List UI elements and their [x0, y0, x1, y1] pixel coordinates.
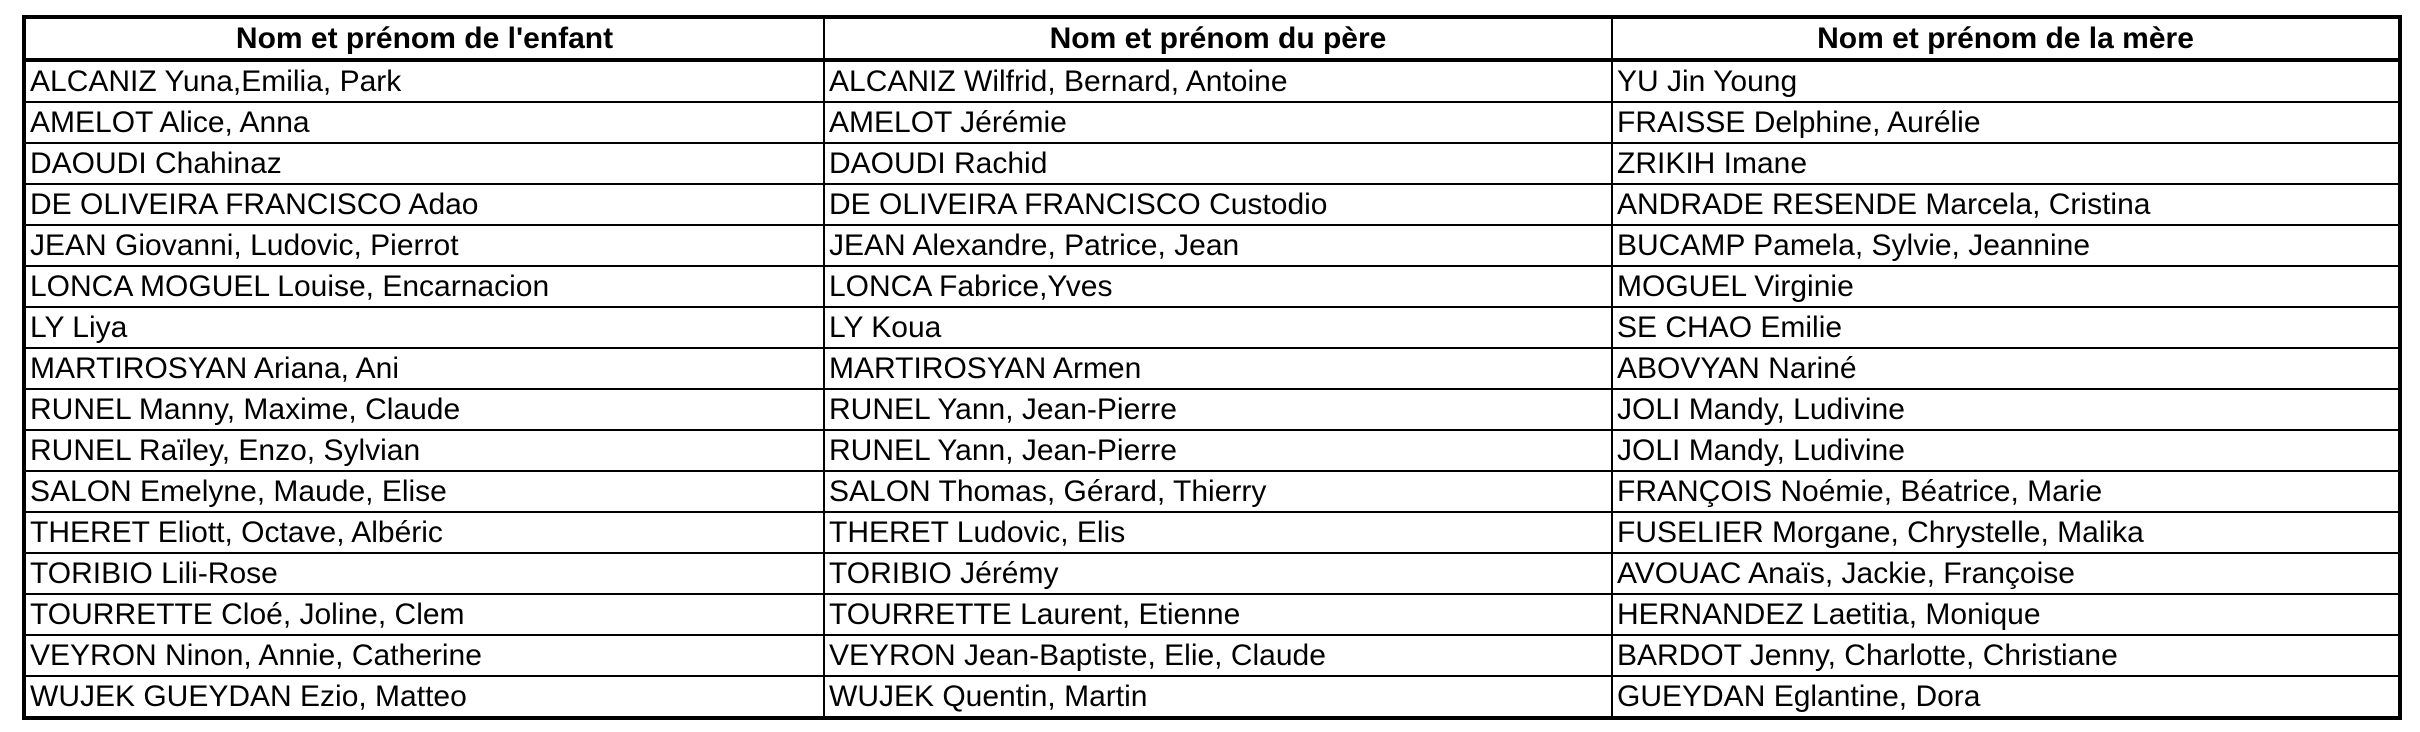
table-row: [24, 184, 2400, 225]
cell-child-name: TOURRETTE Cloé, Joline, Clem: [24, 594, 824, 635]
cell-mother-name: JOLI Mandy, Ludivine: [1612, 389, 2400, 430]
cell-mother-name: YU Jin Young: [1612, 60, 2400, 102]
cell-mother-name: BARDOT Jenny, Charlotte, Christiane: [1612, 635, 2400, 676]
table-row: [24, 266, 2400, 307]
table-row: [24, 102, 2400, 143]
cell-child-name: LONCA MOGUEL Louise, Encarnacion: [24, 266, 824, 307]
table-row: [24, 389, 2400, 430]
cell-father-name: RUNEL Yann, Jean-Pierre: [824, 389, 1612, 430]
table-row: [24, 143, 2400, 184]
cell-mother-name: ABOVYAN Nariné: [1612, 348, 2400, 389]
cell-child-name: JEAN Giovanni, Ludovic, Pierrot: [24, 225, 824, 266]
cell-father-name: SALON Thomas, Gérard, Thierry: [824, 471, 1612, 512]
cell-father-name: RUNEL Yann, Jean-Pierre: [824, 430, 1612, 471]
cell-child-name: THERET Eliott, Octave, Albéric: [24, 512, 824, 553]
table-row: [24, 594, 2400, 635]
cell-child-name: VEYRON Ninon, Annie, Catherine: [24, 635, 824, 676]
cell-father-name: LY Koua: [824, 307, 1612, 348]
cell-child-name: TORIBIO Lili-Rose: [24, 553, 824, 594]
cell-father-name: JEAN Alexandre, Patrice, Jean: [824, 225, 1612, 266]
table-row: [24, 60, 2400, 102]
cell-mother-name: ZRIKIH Imane: [1612, 143, 2400, 184]
cell-child-name: SALON Emelyne, Maude, Elise: [24, 471, 824, 512]
table-row: [24, 307, 2400, 348]
cell-child-name: RUNEL Raïley, Enzo, Sylvian: [24, 430, 824, 471]
cell-mother-name: FRANÇOIS Noémie, Béatrice, Marie: [1612, 471, 2400, 512]
birth-register-table: [22, 15, 2402, 720]
cell-father-name: MARTIROSYAN Armen: [824, 348, 1612, 389]
cell-mother-name: JOLI Mandy, Ludivine: [1612, 430, 2400, 471]
cell-mother-name: MOGUEL Virginie: [1612, 266, 2400, 307]
cell-child-name: LY Liya: [24, 307, 824, 348]
table-row: [24, 512, 2400, 553]
table-row: [24, 225, 2400, 266]
header-mother-name: Nom et prénom de la mère: [1612, 17, 2400, 60]
cell-child-name: RUNEL Manny, Maxime, Claude: [24, 389, 824, 430]
table-row: [24, 348, 2400, 389]
header-father-name: Nom et prénom du père: [824, 17, 1612, 60]
cell-child-name: MARTIROSYAN Ariana, Ani: [24, 348, 824, 389]
cell-mother-name: FUSELIER Morgane, Chrystelle, Malika: [1612, 512, 2400, 553]
cell-mother-name: BUCAMP Pamela, Sylvie, Jeannine: [1612, 225, 2400, 266]
cell-father-name: LONCA Fabrice,Yves: [824, 266, 1612, 307]
table-row: [24, 430, 2400, 471]
cell-father-name: DAOUDI Rachid: [824, 143, 1612, 184]
cell-father-name: DE OLIVEIRA FRANCISCO Custodio: [824, 184, 1612, 225]
cell-father-name: TORIBIO Jérémy: [824, 553, 1612, 594]
table-header: [24, 17, 2400, 60]
cell-mother-name: AVOUAC Anaïs, Jackie, Françoise: [1612, 553, 2400, 594]
cell-mother-name: GUEYDAN Eglantine, Dora: [1612, 676, 2400, 718]
cell-child-name: DAOUDI Chahinaz: [24, 143, 824, 184]
cell-father-name: TOURRETTE Laurent, Etienne: [824, 594, 1612, 635]
table-row: [24, 553, 2400, 594]
cell-child-name: WUJEK GUEYDAN Ezio, Matteo: [24, 676, 824, 718]
cell-mother-name: FRAISSE Delphine, Aurélie: [1612, 102, 2400, 143]
cell-father-name: WUJEK Quentin, Martin: [824, 676, 1612, 718]
header-row: [24, 17, 2400, 60]
table-row: [24, 635, 2400, 676]
table-row: [24, 676, 2400, 718]
cell-mother-name: ANDRADE RESENDE Marcela, Cristina: [1612, 184, 2400, 225]
cell-child-name: AMELOT Alice, Anna: [24, 102, 824, 143]
cell-father-name: VEYRON Jean-Baptiste, Elie, Claude: [824, 635, 1612, 676]
header-child-name: Nom et prénom de l'enfant: [24, 17, 824, 60]
cell-child-name: DE OLIVEIRA FRANCISCO Adao: [24, 184, 824, 225]
table-body: [24, 60, 2400, 718]
cell-father-name: THERET Ludovic, Elis: [824, 512, 1612, 553]
cell-child-name: ALCANIZ Yuna,Emilia, Park: [24, 60, 824, 102]
cell-father-name: AMELOT Jérémie: [824, 102, 1612, 143]
cell-mother-name: HERNANDEZ Laetitia, Monique: [1612, 594, 2400, 635]
cell-mother-name: SE CHAO Emilie: [1612, 307, 2400, 348]
cell-father-name: ALCANIZ Wilfrid, Bernard, Antoine: [824, 60, 1612, 102]
table-row: [24, 471, 2400, 512]
